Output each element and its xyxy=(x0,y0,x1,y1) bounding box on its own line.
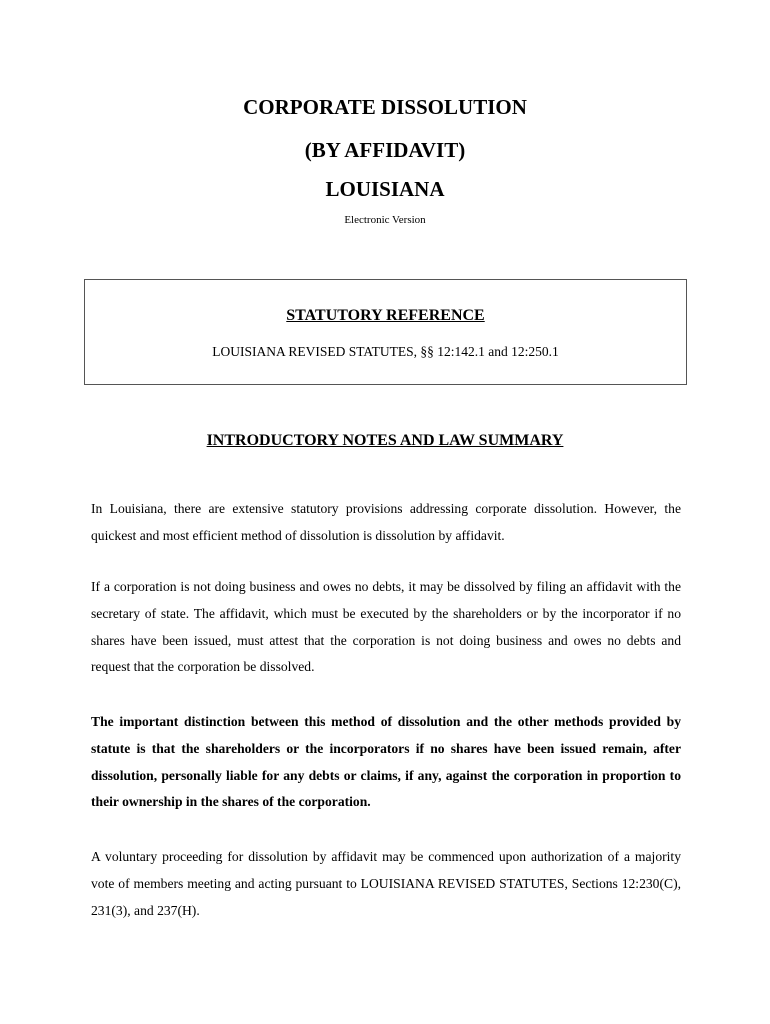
intro-paragraph-3: The important distinction between this method of dissolution and the other methods provided by statute is that the shareholders or the incorporators if no shares have been issued remain, after dissolution, personally liable for any debts or claims, if any, against the corporation in proportion to their ownership in the shares of the corporation. xyxy=(91,714,681,810)
intro-section-heading-text: INTRODUCTORY NOTES AND LAW SUMMARY xyxy=(206,432,564,449)
intro-paragraph-1: In Louisiana, there are extensive statutory provisions addressing corporate dissolution. However, the quickest and most efficient method of dissolution is dissolution by affidavit. xyxy=(91,501,681,543)
document-subtitle: Electronic Version xyxy=(344,214,426,226)
document-title-line-2: (BY AFFIDAVIT) xyxy=(304,138,466,162)
document-title-line-1: CORPORATE DISSOLUTION xyxy=(243,95,527,119)
statutory-reference-text: LOUISIANA REVISED STATUTES, §§ 12:142.1 and 12:250.1 xyxy=(212,344,559,359)
intro-section-heading xyxy=(0,431,770,451)
intro-paragraph-4: A voluntary proceeding for dissolution by affidavit may be commenced upon authorization of a majority vote of members meeting and acting pursuant to LOUISIANA REVISED STATUTES, Sections 12:230(C), 231(3), and 237(H). xyxy=(91,849,681,918)
statutory-reference-heading-text: STATUTORY REFERENCE xyxy=(286,307,485,324)
statutory-reference-heading xyxy=(85,306,686,326)
intro-paragraph-2: If a corporation is not doing business and owes no debts, it may be dissolved by filing an affidavit with the secretary of state. The affidavit, which must be executed by the shareholders or by the incorporator if no shares have been issued, must attest that the corporation is not doing business and owes no debts and request that the corporation be dissolved. xyxy=(91,579,681,675)
statutory-reference-box xyxy=(84,279,687,385)
document-title-line-3: LOUISIANA xyxy=(325,177,445,201)
